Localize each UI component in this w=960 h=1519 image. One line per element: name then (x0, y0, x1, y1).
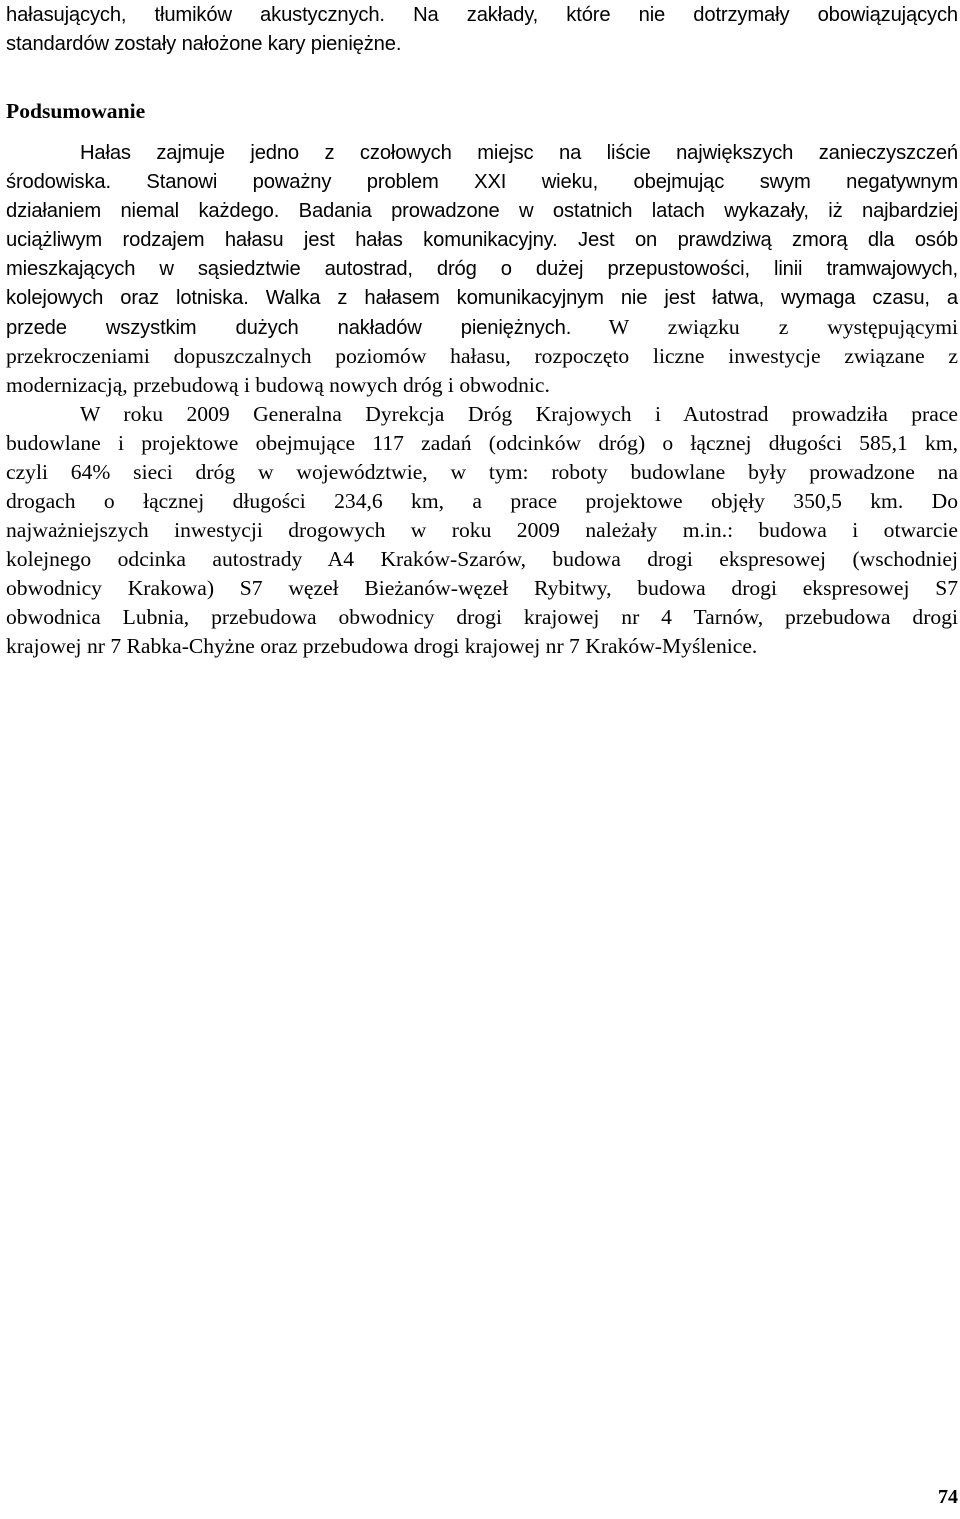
section-heading: Podsumowanie (6, 99, 146, 123)
paragraph2-line-8: obwodnica Lubnia, przebudowa obwodnicy drogi krajowej nr 4 Tarnów, przebudowa drogi (6, 605, 958, 629)
paragraph2-line-5: najważniejszych inwestycji drogowych w roku 2009 należały m.in.: budowa i otwarcie (6, 518, 958, 542)
paragraph1-line-9: modernizacją, przebudową i budową nowych dróg i obwodnic. (6, 373, 550, 397)
paragraph1-line-7 (6, 312, 958, 342)
paragraph2-line-9: krajowej nr 7 Rabka-Chyżne oraz przebudowa drogi krajowej nr 7 Kraków-Myślenice. (6, 634, 758, 658)
paragraph1-line-6: kolejowych oraz lotniska. Walka z hałasem komunikacyjnym nie jest łatwa, wymaga czasu, a (6, 287, 958, 309)
paragraph2-line-3: czyli 64% sieci dróg w województwie, w tym: roboty budowlane były prowadzone na (6, 460, 958, 484)
paragraph2-line-1: W roku 2009 Generalna Dyrekcja Dróg Krajowych i Autostrad prowadziła prace (80, 402, 958, 426)
page-number: 74 (938, 1486, 958, 1508)
paragraph1-line-5: mieszkających w sąsiedztwie autostrad, dróg o dużej przepustowości, linii tramwajowych, (6, 258, 958, 280)
paragraph1-line-8: przekroczeniami dopuszczalnych poziomów hałasu, rozpoczęto liczne inwestycje związane z (6, 344, 958, 368)
paragraph1-line-7-serif: W związku z występującymi (608, 315, 958, 339)
paragraph1-line-7-sans: przede wszystkim dużych nakładów pieniężnych. (6, 317, 572, 339)
intro-line-1: hałasujących, tłumików akustycznych. Na zakłady, które nie dotrzymały obowiązujących (6, 4, 958, 26)
paragraph1-line-3: działaniem niemal każdego. Badania prowadzone w ostatnich latach wykazały, iż najbardziej (6, 200, 958, 222)
paragraph1-line-2: środowiska. Stanowi poważny problem XXI wieku, obejmując swym negatywnym (6, 171, 958, 193)
paragraph2-line-6: kolejnego odcinka autostrady A4 Kraków-Szarów, budowa drogi ekspresowej (wschodniej (6, 547, 958, 571)
intro-line-2: standardów zostały nałożone kary pieniężne. (6, 33, 402, 55)
paragraph2-line-4: drogach o łącznej długości 234,6 km, a prace projektowe objęły 350,5 km. Do (6, 489, 958, 513)
paragraph2-line-2: budowlane i projektowe obejmujące 117 zadań (odcinków dróg) o łącznej długości 585,1 km, (6, 431, 958, 455)
paragraph1-line-4: uciążliwym rodzajem hałasu jest hałas komunikacyjny. Jest on prawdziwą zmorą dla osób (6, 229, 958, 251)
paragraph2-line-7: obwodnicy Krakowa) S7 węzeł Bieżanów-węzeł Rybitwy, budowa drogi ekspresowej S7 (6, 576, 958, 600)
paragraph1-line-1: Hałas zajmuje jedno z czołowych miejsc na liście największych zanieczyszczeń (80, 142, 958, 164)
